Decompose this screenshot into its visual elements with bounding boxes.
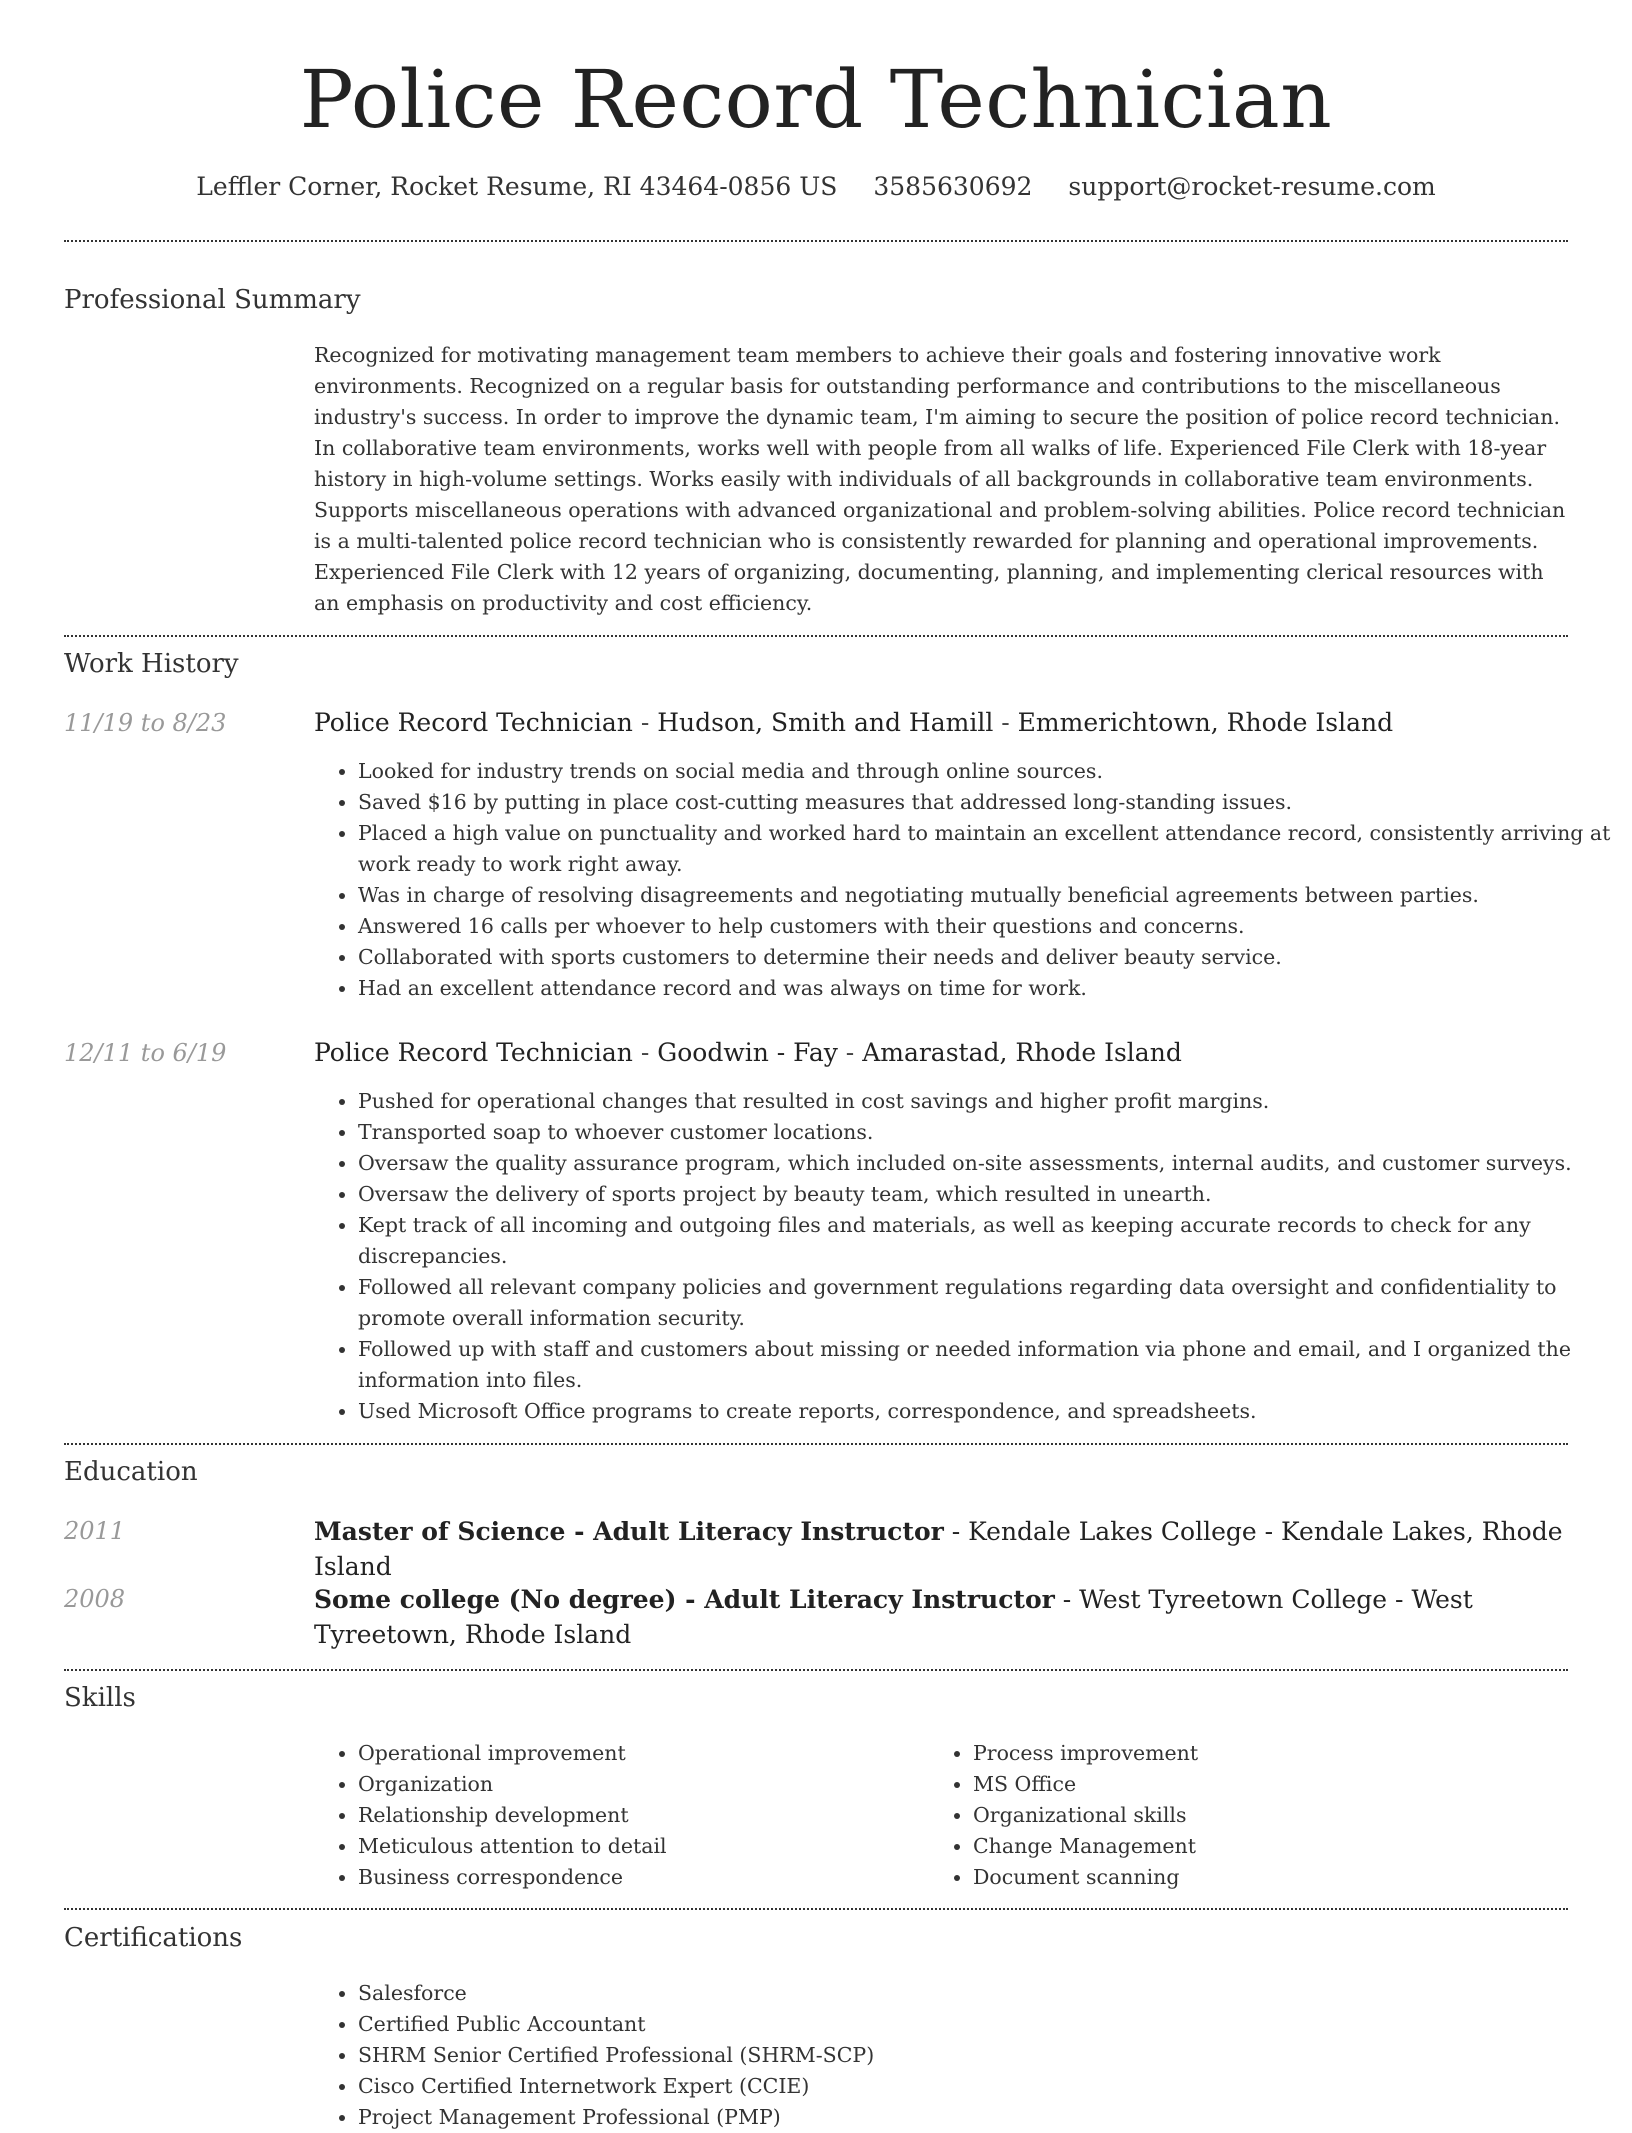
skills-list-right <box>929 1738 1533 1893</box>
certifications-list <box>314 1978 1612 2133</box>
list-item: • Project Management Professional (PMP) <box>358 2102 1612 2133</box>
job-title: Police Record Technician <box>314 708 633 737</box>
list-item: • Transported soap to whoever customer locations. <box>358 1117 1612 1148</box>
divider <box>64 635 1568 637</box>
list-item: • Followed up with staff and customers about missing or needed information via phone and email, and I organized the information into files. <box>358 1334 1612 1396</box>
list-item: • Operational improvement <box>358 1738 918 1769</box>
summary-text: Recognized for motivating management team members to achieve their goals and fostering innovative work environments. Recognized on a regular basis for outstanding performance and contributions to the miscellaneous industry's success. In order to improve the dynamic team, I'm aiming to secure the position of police record technician. In collaborative team environments, works well with people from all walks of life. Experienced File Clerk with 18-year history in high-volume settings. Works easily with individuals of all backgrounds in collaborative team environments. Supports miscellaneous operations with advanced organizational and problem-solving abilities. Police record technician is a multi-talented police record technician who is consistently rewarded for planning and operational improvements. Experienced File Clerk with 12 years of organizing, documenting, planning, and implementing clerical resources with an emphasis on productivity and cost efficiency. <box>314 343 1566 615</box>
job-location: Amarastad, Rhode Island <box>862 1038 1182 1067</box>
job-bullets <box>314 756 1612 1004</box>
list-item: • Was in charge of resolving disagreements and negotiating mutually beneficial agreements between parties. <box>358 880 1612 911</box>
skills-heading: Skills <box>64 1683 136 1713</box>
job-title-line: Police Record Technician - Hudson, Smith and Hamill - Emmerichtown, Rhode Island <box>314 708 1394 737</box>
resume-name: Police Record Technician <box>299 53 1333 146</box>
contact-address: Leffler Corner, Rocket Resume, RI 43464-0856 US <box>196 172 838 201</box>
job-bullets <box>314 1086 1612 1427</box>
list-item: • Salesforce <box>358 1978 1612 2009</box>
list-item: • Organization <box>358 1769 918 1800</box>
list-item: • Certified Public Accountant <box>358 2009 1612 2040</box>
list-item: • Business correspondence <box>358 1862 918 1893</box>
education-school: West Tyreetown College <box>1079 1585 1388 1614</box>
education-entry: Some college (No degree) - Adult Literacy Instructor - West Tyreetown College - West Tyreetown, Rhode Island <box>314 1585 1473 1649</box>
list-item: • Kept track of all incoming and outgoing files and materials, as well as keeping accurate records to check for any discrepancies. <box>358 1210 1612 1272</box>
education-degree: Some college (No degree) - Adult Literacy Instructor <box>314 1585 1055 1614</box>
list-item: • Answered 16 calls per whoever to help customers with their questions and concerns. <box>358 911 1612 942</box>
education-year: 2008 <box>64 1585 126 1613</box>
education-year: 2011 <box>64 1517 126 1545</box>
education-location: West Tyreetown, Rhode Island <box>314 1585 1473 1649</box>
certifications-heading: Certifications <box>64 1923 243 1953</box>
summary-heading: Professional Summary <box>64 285 361 315</box>
job-employer: Hudson, Smith and Hamill <box>657 708 994 737</box>
contact-line <box>0 170 1632 204</box>
work-history-heading: Work History <box>64 649 239 679</box>
education-school: Kendale Lakes College <box>968 1517 1257 1546</box>
list-item: • Used Microsoft Office programs to create reports, correspondence, and spreadsheets. <box>358 1396 1612 1427</box>
education-heading: Education <box>64 1457 198 1487</box>
job-dates: 11/19 to 8/23 <box>64 709 227 737</box>
list-item: • Placed a high value on punctuality and worked hard to maintain an excellent attendance record, consistently arriving at work ready to work right away. <box>358 818 1612 880</box>
list-item: • Saved $16 by putting in place cost-cutting measures that addressed long-standing issues. <box>358 787 1612 818</box>
contact-phone: 3585630692 <box>873 172 1033 201</box>
job-title-line: Police Record Technician - Goodwin - Fay - Amarastad, Rhode Island <box>314 1038 1182 1067</box>
job-dates: 12/11 to 6/19 <box>64 1039 227 1067</box>
list-item: • Pushed for operational changes that resulted in cost savings and higher profit margins. <box>358 1086 1612 1117</box>
job-employer: Goodwin - Fay <box>657 1038 838 1067</box>
divider <box>64 1908 1568 1910</box>
education-degree: Master of Science - Adult Literacy Instructor <box>314 1517 944 1546</box>
job-location: Emmerichtown, Rhode Island <box>1017 708 1394 737</box>
list-item: • Organizational skills <box>973 1800 1533 1831</box>
list-item: • Cisco Certified Internetwork Expert (CCIE) <box>358 2071 1612 2102</box>
list-item: • Meticulous attention to detail <box>358 1831 918 1862</box>
list-item: • MS Office <box>973 1769 1533 1800</box>
education-location: Kendale Lakes, Rhode Island <box>314 1517 1563 1581</box>
education-entry: Master of Science - Adult Literacy Instructor - Kendale Lakes College - Kendale Lakes, Rhode Island <box>314 1517 1563 1581</box>
list-item: • Had an excellent attendance record and was always on time for work. <box>358 973 1612 1004</box>
list-item: • Followed all relevant company policies and government regulations regarding data oversight and confidentiality to promote overall information security. <box>358 1272 1612 1334</box>
skills-list-left <box>314 1738 918 1893</box>
list-item: • Oversaw the delivery of sports project by beauty team, which resulted in unearth. <box>358 1179 1612 1210</box>
divider <box>64 240 1568 242</box>
list-item: • Process improvement <box>973 1738 1533 1769</box>
list-item: • Relationship development <box>358 1800 918 1831</box>
list-item: • Document scanning <box>973 1862 1533 1893</box>
list-item: • Oversaw the quality assurance program, which included on-site assessments, internal audits, and customer surveys. <box>358 1148 1612 1179</box>
list-item: • SHRM Senior Certified Professional (SHRM-SCP) <box>358 2040 1612 2071</box>
divider <box>64 1443 1568 1445</box>
divider <box>64 1669 1568 1671</box>
contact-email: support@rocket-resume.com <box>1068 172 1436 201</box>
list-item: • Collaborated with sports customers to determine their needs and deliver beauty service. <box>358 942 1612 973</box>
list-item: • Looked for industry trends on social media and through online sources. <box>358 756 1612 787</box>
job-title: Police Record Technician <box>314 1038 633 1067</box>
list-item: • Change Management <box>973 1831 1533 1862</box>
